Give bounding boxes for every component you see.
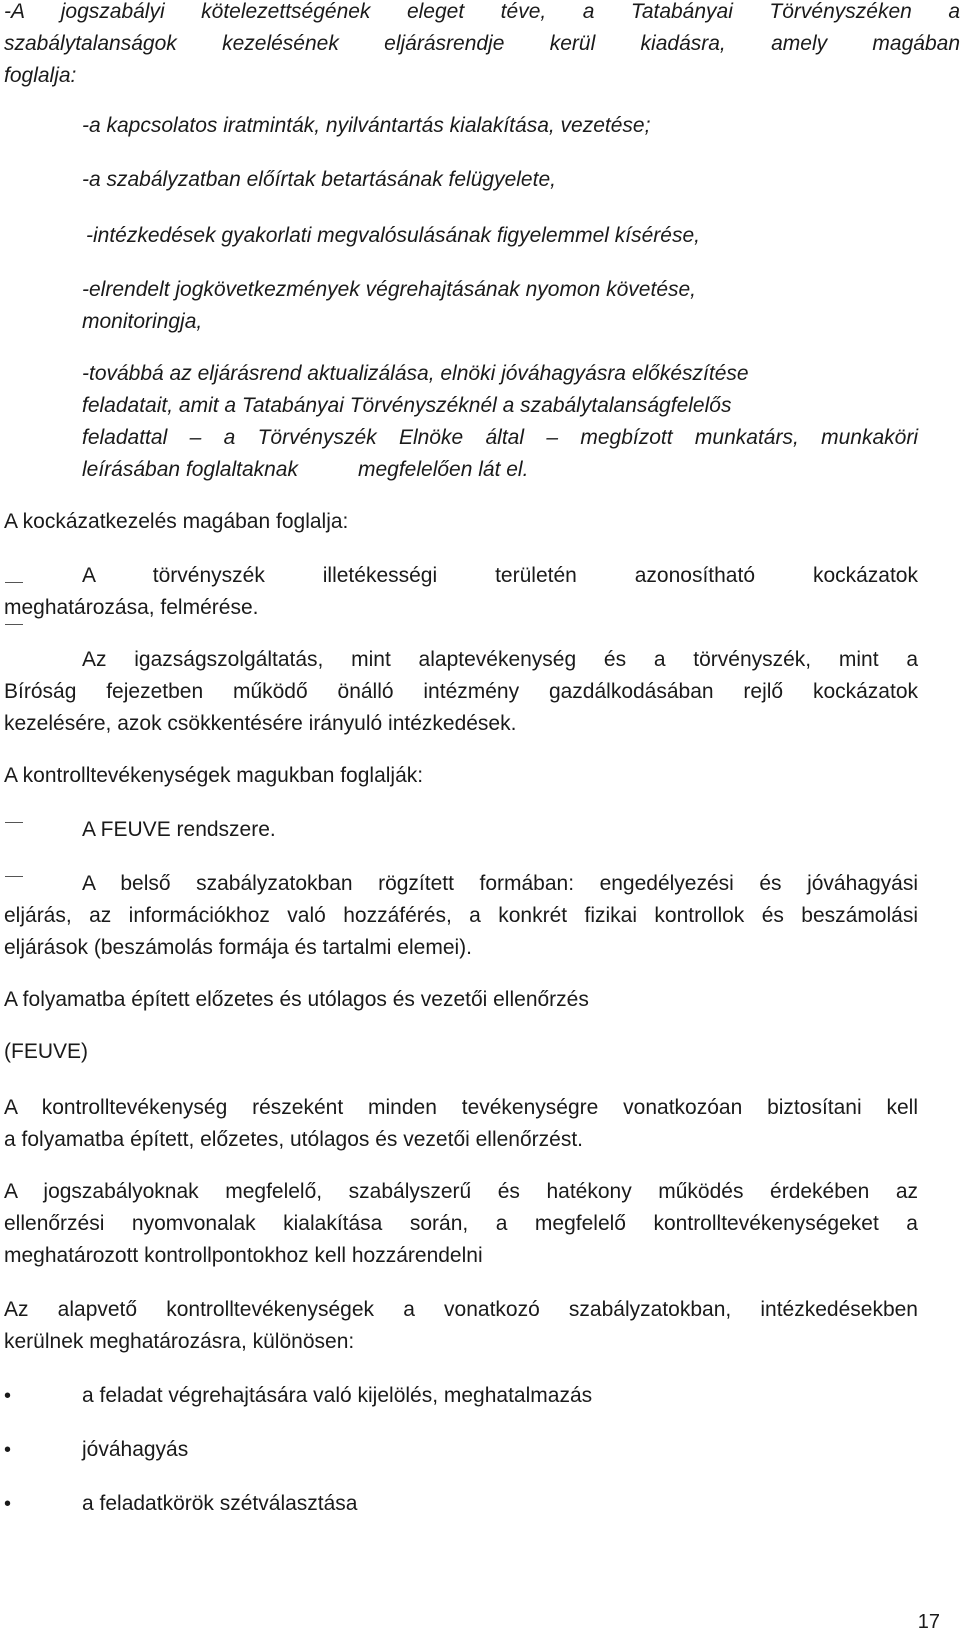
further-line-3: feladattal – a Törvényszék Elnöke által – megbízott munkatárs, munkaköri xyxy=(82,426,918,449)
dash-item: -elrendelt jogkövetkezmények végrehajtásának nyomon követése, xyxy=(82,278,697,301)
feuve-p2-line-3: meghatározott kontrollpontokhoz kell hozzárendelni xyxy=(4,1244,483,1267)
control-item-2-line-1: A belső szabályzatokban rögzített formában: engedélyezési és jóváhagyási xyxy=(82,872,918,895)
feuve-p2-line-2: ellenőrzési nyomvonalak kialakítása során, a megfelelő kontrolltevékenységeket a xyxy=(4,1212,918,1235)
feuve-p1-line-2: a folyamatba épített, előzetes, utólagos és vezetői ellenőrzést. xyxy=(4,1128,584,1151)
feuve-p1-line-1: A kontrolltevékenység részeként minden tevékenységre vonatkozóan biztosítani kell xyxy=(4,1096,918,1119)
feuve-heading-2: (FEUVE) xyxy=(4,1040,88,1063)
bullet-icon: • xyxy=(4,1493,12,1515)
bullet-item xyxy=(0,1488,960,1520)
intro-line-1: -A jogszabályi kötelezettségének eleget téve, a Tatabányai Törvényszéken a xyxy=(4,0,960,23)
feuve-p3-line-2: kerülnek meghatározásra, különösen: xyxy=(4,1330,355,1353)
control-item-2-line-2: eljárás, az információkhoz való hozzáférés, a konkrét fizikai kontrollok és beszámolási xyxy=(4,904,918,927)
dash-marker xyxy=(5,822,23,823)
dash-item: -a kapcsolatos iratminták, nyilvántartás kialakítása, vezetése; xyxy=(82,114,651,137)
risk-item-1-line-2: meghatározása, felmérése. xyxy=(4,596,259,619)
bullet-item xyxy=(0,1380,960,1412)
page-number: 17 xyxy=(917,1611,940,1633)
control-item-1: A FEUVE rendszere. xyxy=(82,818,276,841)
dash-item: -a szabályzatban előírtak betartásának felügyelete, xyxy=(82,168,556,191)
control-item-2-line-3: eljárások (beszámolás formája és tartalmi elemei). xyxy=(4,936,472,959)
intro-line-3: foglalja: xyxy=(4,64,77,87)
dash-marker xyxy=(5,876,23,877)
risk-item-1-line-1: A törvényszék illetékességi területén azonosítható kockázatok xyxy=(82,564,918,587)
further-line-4b: megfelelően lát el. xyxy=(357,458,529,481)
feuve-p3-line-1: Az alapvető kontrolltevékenységek a vonatkozó szabályzatokban, intézkedésekben xyxy=(4,1298,918,1321)
dash-item: -intézkedések gyakorlati megvalósulásának figyelemmel kísérése, xyxy=(86,224,700,247)
bullet-text: a feladat végrehajtására való kijelölés, meghatalmazás xyxy=(82,1384,593,1407)
dash-item-continuation: monitoringja, xyxy=(82,310,203,333)
feuve-heading-1: A folyamatba épített előzetes és utólagos és vezetői ellenőrzés xyxy=(4,988,589,1011)
bullet-item xyxy=(0,1434,960,1466)
risk-item-2-line-2: Bíróság fejezetben működő önálló intézmény gazdálkodásában rejlő kockázatok xyxy=(4,680,918,703)
risk-item-2-line-3: kezelésére, azok csökkentésére irányuló intézkedések. xyxy=(4,712,517,735)
intro-line-2: szabálytalanságok kezelésének eljárásrendje kerül kiadásra, amely magában xyxy=(4,32,960,55)
risk-heading: A kockázatkezelés magában foglalja: xyxy=(4,510,349,533)
risk-item-2-line-1: Az igazságszolgáltatás, mint alaptevékenység és a törvényszék, mint a xyxy=(82,648,918,671)
feuve-p2-line-1: A jogszabályoknak megfelelő, szabályszerű és hatékony működés érdekében az xyxy=(4,1180,918,1203)
further-line-1: -továbbá az eljárásrend aktualizálása, elnöki jóváhagyásra előkészítése xyxy=(82,362,749,385)
bullet-icon: • xyxy=(4,1439,12,1461)
control-heading: A kontrolltevékenységek magukban foglalják: xyxy=(4,764,424,787)
further-line-2: feladatait, amit a Tatabányai Törvényszéknél a szabálytalanságfelelős xyxy=(82,394,732,417)
further-line-4a: leírásában foglaltaknak xyxy=(82,458,298,481)
further-line-4 xyxy=(82,454,960,486)
dash-marker xyxy=(5,582,23,583)
bullet-text: jóváhagyás xyxy=(82,1438,189,1461)
dash-marker xyxy=(5,624,23,625)
bullet-text: a feladatkörök szétválasztása xyxy=(82,1492,358,1515)
bullet-icon: • xyxy=(4,1385,12,1407)
